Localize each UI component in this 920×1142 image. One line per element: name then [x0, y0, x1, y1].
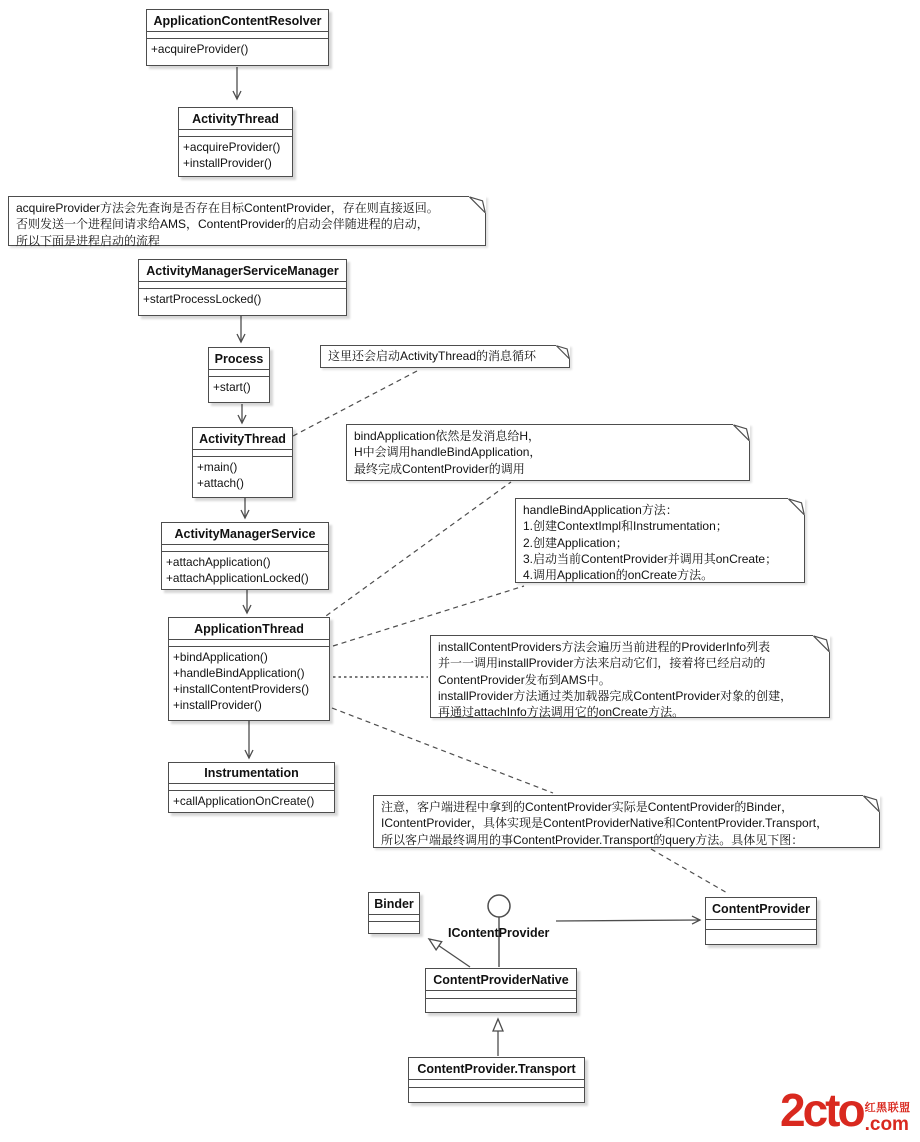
note-line: handleBindApplication方法：: [523, 503, 678, 517]
class-method: +acquireProvider(): [183, 140, 281, 154]
note-dogear-icon: [788, 498, 805, 515]
class-title: ActivityManagerServiceManager: [139, 260, 346, 282]
note-acquire-provider: [8, 196, 486, 246]
note-line: IContentProvider，具体实现是ContentProviderNative和ContentProvider.Transport，: [381, 816, 829, 831]
note-link-contentprovider: [651, 849, 729, 894]
note-line: 最终完成ContentProvider的调用: [354, 461, 525, 476]
class-attributes-compartment: [169, 640, 329, 647]
class-title: ActivityThread: [179, 108, 292, 130]
generalization-cpn-to-binder: [429, 939, 470, 967]
note-line: 4.调用Application的onCreate方法。: [523, 568, 714, 583]
class-title: ActivityManagerService: [162, 523, 328, 545]
class-activity-manager-service-manager: [138, 259, 347, 316]
class-title: ContentProvider.Transport: [409, 1058, 584, 1080]
class-application-content-resolver: [146, 9, 329, 66]
class-title: ContentProviderNative: [426, 969, 576, 991]
class-method: +installProvider(): [173, 698, 262, 712]
note-handle-bind-application: [515, 498, 805, 583]
note-line: installProvider方法通过类加载器完成ContentProvider对象的创建，: [438, 688, 793, 703]
class-method: +start(): [213, 380, 251, 394]
note-line: 2.创建Application；: [523, 535, 628, 550]
class-title: Binder: [369, 893, 419, 915]
class-attributes-compartment: [169, 784, 334, 791]
class-application-thread: [168, 617, 330, 721]
class-method: +attachApplication(): [166, 555, 271, 569]
note-line: 并一一调用installProvider方法来启动它们，接着将已经启动的: [438, 656, 766, 671]
note-dogear-icon: [733, 424, 750, 441]
note-dogear-icon: [863, 795, 880, 812]
arrow-lollipop-to-contentprovider: [556, 920, 700, 921]
note-install-content-providers: [430, 635, 830, 718]
class-activity-thread-1: [178, 107, 293, 177]
note-link-attention: [332, 708, 553, 793]
note-line: 这里还会启动ActivityThread的消息循环: [328, 349, 537, 363]
class-attributes-compartment: [209, 370, 269, 377]
class-method: +callApplicationOnCreate(): [173, 794, 315, 808]
note-line: installContentProviders方法会遍历当前进程的ProviderInfo列表: [438, 640, 771, 654]
class-title: Instrumentation: [169, 763, 334, 784]
class-title: ApplicationThread: [169, 618, 329, 640]
note-client-binder: [373, 795, 880, 848]
class-instrumentation: [168, 762, 335, 813]
class-title: Process: [209, 348, 269, 370]
note-line: ContentProvider发布到AMS中。: [438, 672, 611, 687]
class-attributes-compartment: [369, 915, 419, 922]
class-activity-manager-service: [161, 522, 329, 590]
class-process: [208, 347, 270, 403]
class-activity-thread-2: [192, 427, 293, 498]
class-attributes-compartment: [162, 545, 328, 552]
class-attributes-compartment: [409, 1080, 584, 1088]
note-dogear-icon: [813, 635, 830, 652]
class-content-provider: [705, 897, 817, 945]
class-title: ContentProvider: [706, 898, 816, 920]
note-line: 注意，客户端进程中拿到的ContentProvider实际是ContentProvider的Binder，: [381, 800, 794, 814]
logo-domain: .com: [864, 1114, 909, 1135]
note-line: 所以客户端最终调用的事ContentProvider.Transport的query方法。具体见下图：: [381, 832, 804, 847]
class-attributes-compartment: [426, 991, 576, 999]
class-method: +main(): [197, 460, 238, 474]
class-binder: [368, 892, 420, 934]
note-link-bind: [319, 482, 511, 621]
note-line: 所以下面是进程启动的流程: [16, 233, 161, 248]
note-bind-application: [346, 424, 750, 481]
class-attributes-compartment: [147, 32, 328, 39]
class-content-provider-native: [425, 968, 577, 1013]
class-method: +attach(): [197, 476, 244, 490]
note-line: 1.创建ContextImpl和Instrumentation；: [523, 519, 728, 534]
class-method: +startProcessLocked(): [143, 292, 262, 306]
note-line: bindApplication依然是发消息给H，: [354, 429, 541, 443]
class-method: +installProvider(): [183, 156, 272, 170]
class-method: +installContentProviders(): [173, 682, 310, 696]
logo-tagline: 红黑联盟: [864, 1102, 911, 1114]
interface-lollipop-icon: [488, 895, 510, 917]
class-method: +acquireProvider(): [151, 42, 249, 56]
class-content-provider-transport: [408, 1057, 585, 1103]
note-dogear-icon: [556, 345, 570, 359]
note-dogear-icon: [469, 196, 486, 213]
logo-2cto: [780, 1084, 911, 1136]
class-title: ApplicationContentResolver: [147, 10, 328, 32]
note-line: H中会调用handleBindApplication，: [354, 445, 542, 460]
class-method: +attachApplicationLocked(): [166, 571, 309, 585]
class-method: +bindApplication(): [173, 650, 268, 664]
note-line: 再通过attachInfo方法调用它的onCreate方法。: [438, 705, 685, 720]
class-attributes-compartment: [139, 282, 346, 289]
class-method: +handleBindApplication(): [173, 666, 305, 680]
note-line: 否则发送一个进程间请求给AMS，ContentProvider的启动会伴随进程的启动，: [16, 217, 429, 232]
note-line: acquireProvider方法会先查询是否存在目标ContentProvider，存在则直接返回。: [16, 201, 439, 215]
class-attributes-compartment: [193, 450, 292, 457]
note-message-loop: [320, 345, 570, 368]
class-title: ActivityThread: [193, 428, 292, 450]
logo-word: 2cto: [780, 1084, 863, 1136]
class-attributes-compartment: [179, 130, 292, 137]
interface-label-icontentprovider: IContentProvider: [448, 926, 550, 940]
class-attributes-compartment: [706, 920, 816, 930]
note-line: 3.启动当前ContentProvider并调用其onCreate；: [523, 551, 778, 566]
